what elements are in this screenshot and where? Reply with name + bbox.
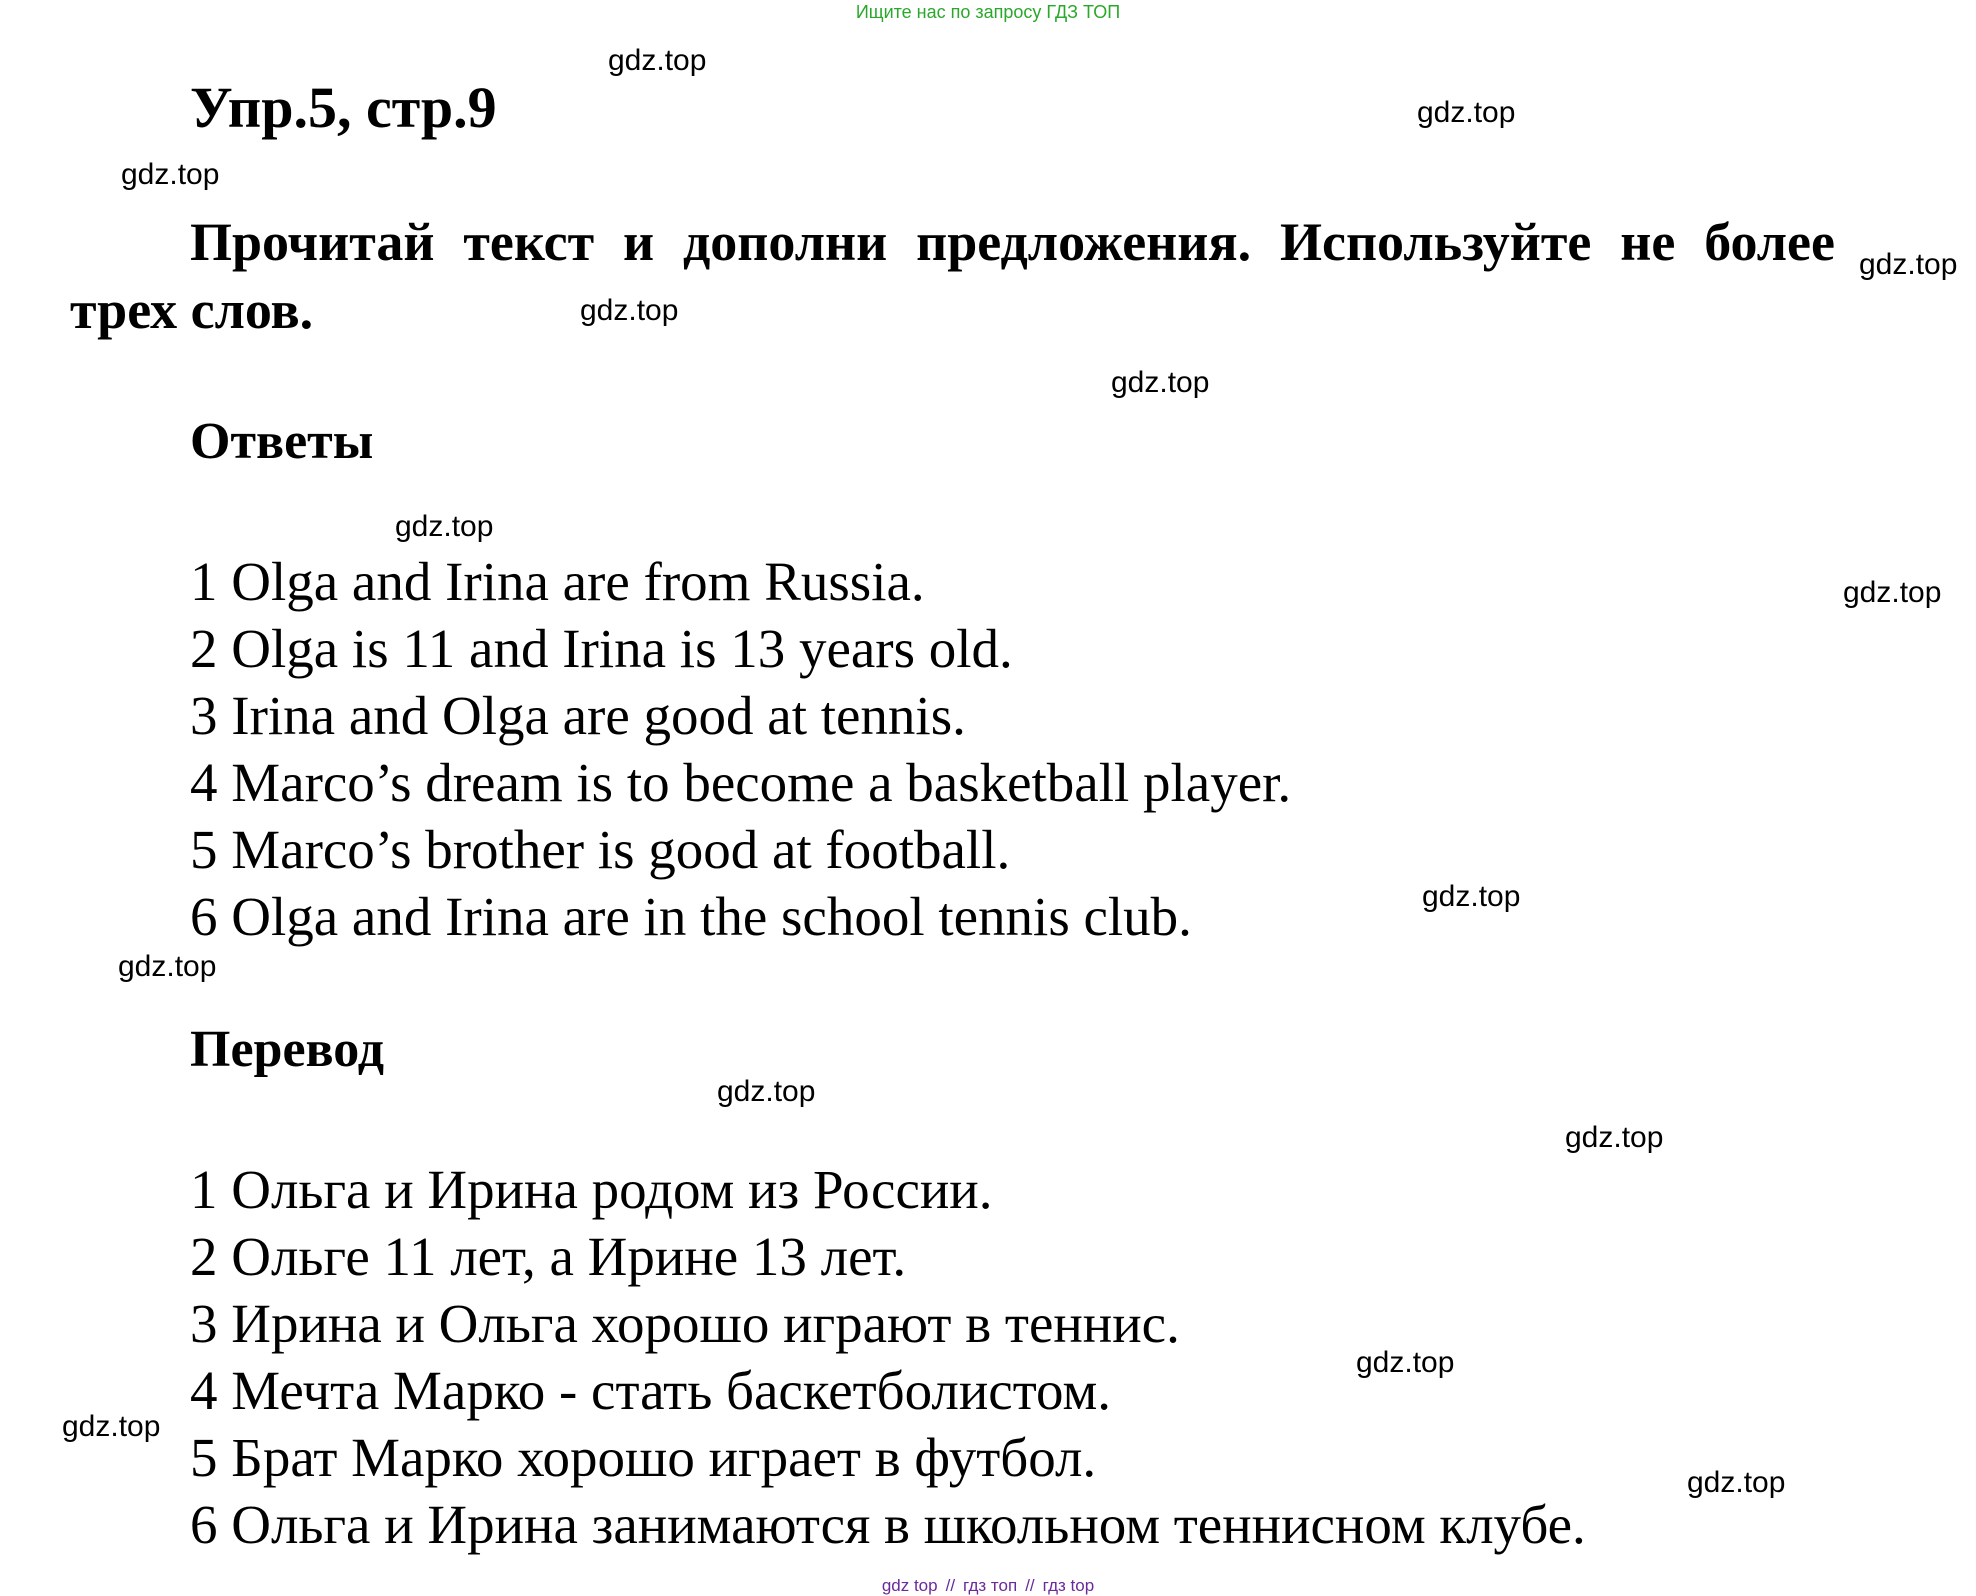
translation-item: 3 Ирина и Ольга хорошо играют в теннис.: [190, 1293, 1180, 1354]
translation-item: 4 Мечта Марко - стать баскетболистом.: [190, 1360, 1112, 1421]
watermark: gdz.top: [1687, 1466, 1786, 1499]
watermark: gdz.top: [121, 158, 220, 191]
watermark: gdz.top: [395, 510, 494, 543]
answer-item: 6 Olga and Irina are in the school tennis club.: [190, 886, 1192, 947]
footer-part: гдз top: [1042, 1576, 1095, 1595]
top-banner: Ищите нас по запросу ГДЗ ТОП: [855, 2, 1121, 22]
watermark: gdz.top: [608, 44, 707, 77]
footer-separator: //: [945, 1576, 956, 1595]
watermark: gdz.top: [1565, 1121, 1664, 1154]
watermark: gdz.top: [1859, 248, 1958, 281]
footer: [0, 1576, 1976, 1596]
translation-item: 5 Брат Марко хорошо играет в футбол.: [190, 1427, 1097, 1488]
watermark: gdz.top: [1111, 366, 1210, 399]
instruction-text: Прочитай текст и дополни предложения. Используйте не более трех слов.: [70, 212, 1835, 340]
watermark: gdz.top: [580, 294, 679, 327]
watermark: gdz.top: [1843, 576, 1942, 609]
answer-item: 3 Irina and Olga are good at tennis.: [190, 685, 966, 746]
answers-list: [190, 548, 1291, 950]
watermark: gdz.top: [1417, 96, 1516, 129]
answer-item: 4 Marco’s dream is to become a basketball player.: [190, 752, 1292, 813]
translation-item: 6 Ольга и Ирина занимаются в школьном теннисном клубе.: [190, 1494, 1586, 1555]
answer-item: 1 Olga and Irina are from Russia.: [190, 551, 925, 612]
watermark: gdz.top: [717, 1075, 816, 1108]
watermark: gdz.top: [1422, 880, 1521, 913]
footer-separator: //: [1025, 1576, 1035, 1595]
watermark: gdz.top: [118, 950, 217, 983]
translation-heading: Перевод: [190, 1021, 385, 1078]
translation-item: 2 Ольге 11 лет, а Ирине 13 лет.: [190, 1226, 907, 1287]
footer-part: гдз топ: [963, 1576, 1018, 1595]
watermark: gdz.top: [62, 1410, 161, 1443]
footer-part: gdz top: [881, 1576, 938, 1595]
page-title: Упр.5, стр.9: [190, 75, 497, 140]
watermark: gdz.top: [1356, 1346, 1455, 1379]
answer-item: 2 Olga is 11 and Irina is 13 years old.: [190, 618, 1013, 679]
answer-item: 5 Marco’s brother is good at football.: [190, 819, 1011, 880]
translation-item: 1 Ольга и Ирина родом из России.: [190, 1159, 993, 1220]
answers-heading: Ответы: [190, 413, 374, 470]
